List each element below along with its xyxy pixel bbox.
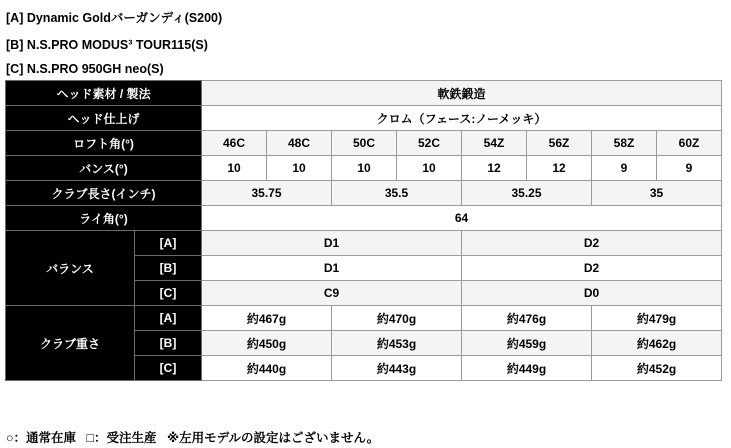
row-lie (6, 206, 722, 231)
weight-tag: [A] (135, 306, 202, 331)
length-label: クラブ長さ(インチ) (6, 181, 202, 206)
weight-cell: 約449g (462, 356, 592, 381)
loft-cell: 60Z (657, 131, 722, 156)
weight-cell: 約450g (202, 331, 332, 356)
lie-label: ライ角(°) (6, 206, 202, 231)
stock-legend: ○：通常在庫 (6, 431, 77, 445)
loft-cell: 48C (267, 131, 332, 156)
length-cell: 35.75 (202, 181, 332, 206)
left-hand-note: ※左用モデルの設定はございません。 (166, 431, 380, 445)
legend-footer (6, 428, 379, 446)
weight-tag: [C] (135, 356, 202, 381)
weight-cell: 約443g (332, 356, 462, 381)
shaft-a-label: [A] Dynamic Goldバーガンディ(S200) (6, 11, 223, 25)
loft-cell: 58Z (592, 131, 657, 156)
bounce-cell: 10 (202, 156, 267, 181)
weight-cell: 約440g (202, 356, 332, 381)
shaft-b-label: [B] N.S.PRO MODUS³ TOUR115(S) (6, 38, 208, 52)
balance-tag: [C] (135, 281, 202, 306)
bounce-cell: 9 (657, 156, 722, 181)
balance-cell: D0 (462, 281, 722, 306)
balance-cell: D1 (202, 256, 462, 281)
balance-cell: D1 (202, 231, 462, 256)
weight-cell: 約467g (202, 306, 332, 331)
weight-cell: 約459g (462, 331, 592, 356)
balance-tag: [A] (135, 231, 202, 256)
lie-value: 64 (202, 206, 722, 231)
weight-cell: 約479g (592, 306, 722, 331)
weight-tag: [B] (135, 331, 202, 356)
loft-cell: 56Z (527, 131, 592, 156)
head-material-label: ヘッド素材 / 製法 (6, 81, 202, 106)
loft-label: ロフト角(°) (6, 131, 202, 156)
bounce-cell: 10 (332, 156, 397, 181)
weight-cell: 約452g (592, 356, 722, 381)
weight-cell: 約453g (332, 331, 462, 356)
row-loft (6, 131, 722, 156)
balance-cell: D2 (462, 231, 722, 256)
bounce-cell: 9 (592, 156, 657, 181)
weight-cell: 約470g (332, 306, 462, 331)
weight-cell: 約462g (592, 331, 722, 356)
loft-cell: 52C (397, 131, 462, 156)
head-finish-value: クロム（フェース:ノーメッキ） (202, 106, 722, 131)
bounce-cell: 12 (527, 156, 592, 181)
balance-label: バランス (6, 231, 135, 306)
weight-cell: 約476g (462, 306, 592, 331)
bounce-label: バンス(°) (6, 156, 202, 181)
length-cell: 35 (592, 181, 722, 206)
loft-cell: 54Z (462, 131, 527, 156)
length-cell: 35.5 (332, 181, 462, 206)
row-balance-a (6, 231, 722, 256)
head-finish-label: ヘッド仕上げ (6, 106, 202, 131)
balance-cell: D2 (462, 256, 722, 281)
spec-table (5, 80, 722, 381)
row-weight-a (6, 306, 722, 331)
length-cell: 35.25 (462, 181, 592, 206)
shaft-c-label: [C] N.S.PRO 950GH neo(S) (6, 62, 164, 76)
order-legend: □：受注生産 (86, 431, 157, 445)
row-length (6, 181, 722, 206)
row-head-material (6, 81, 722, 106)
head-material-value: 軟鉄鍛造 (202, 81, 722, 106)
loft-cell: 46C (202, 131, 267, 156)
weight-label: クラブ重さ (6, 306, 135, 381)
bounce-cell: 12 (462, 156, 527, 181)
balance-cell: C9 (202, 281, 462, 306)
bounce-cell: 10 (267, 156, 332, 181)
bounce-cell: 10 (397, 156, 462, 181)
row-bounce (6, 156, 722, 181)
balance-tag: [B] (135, 256, 202, 281)
row-head-finish (6, 106, 722, 131)
loft-cell: 50C (332, 131, 397, 156)
